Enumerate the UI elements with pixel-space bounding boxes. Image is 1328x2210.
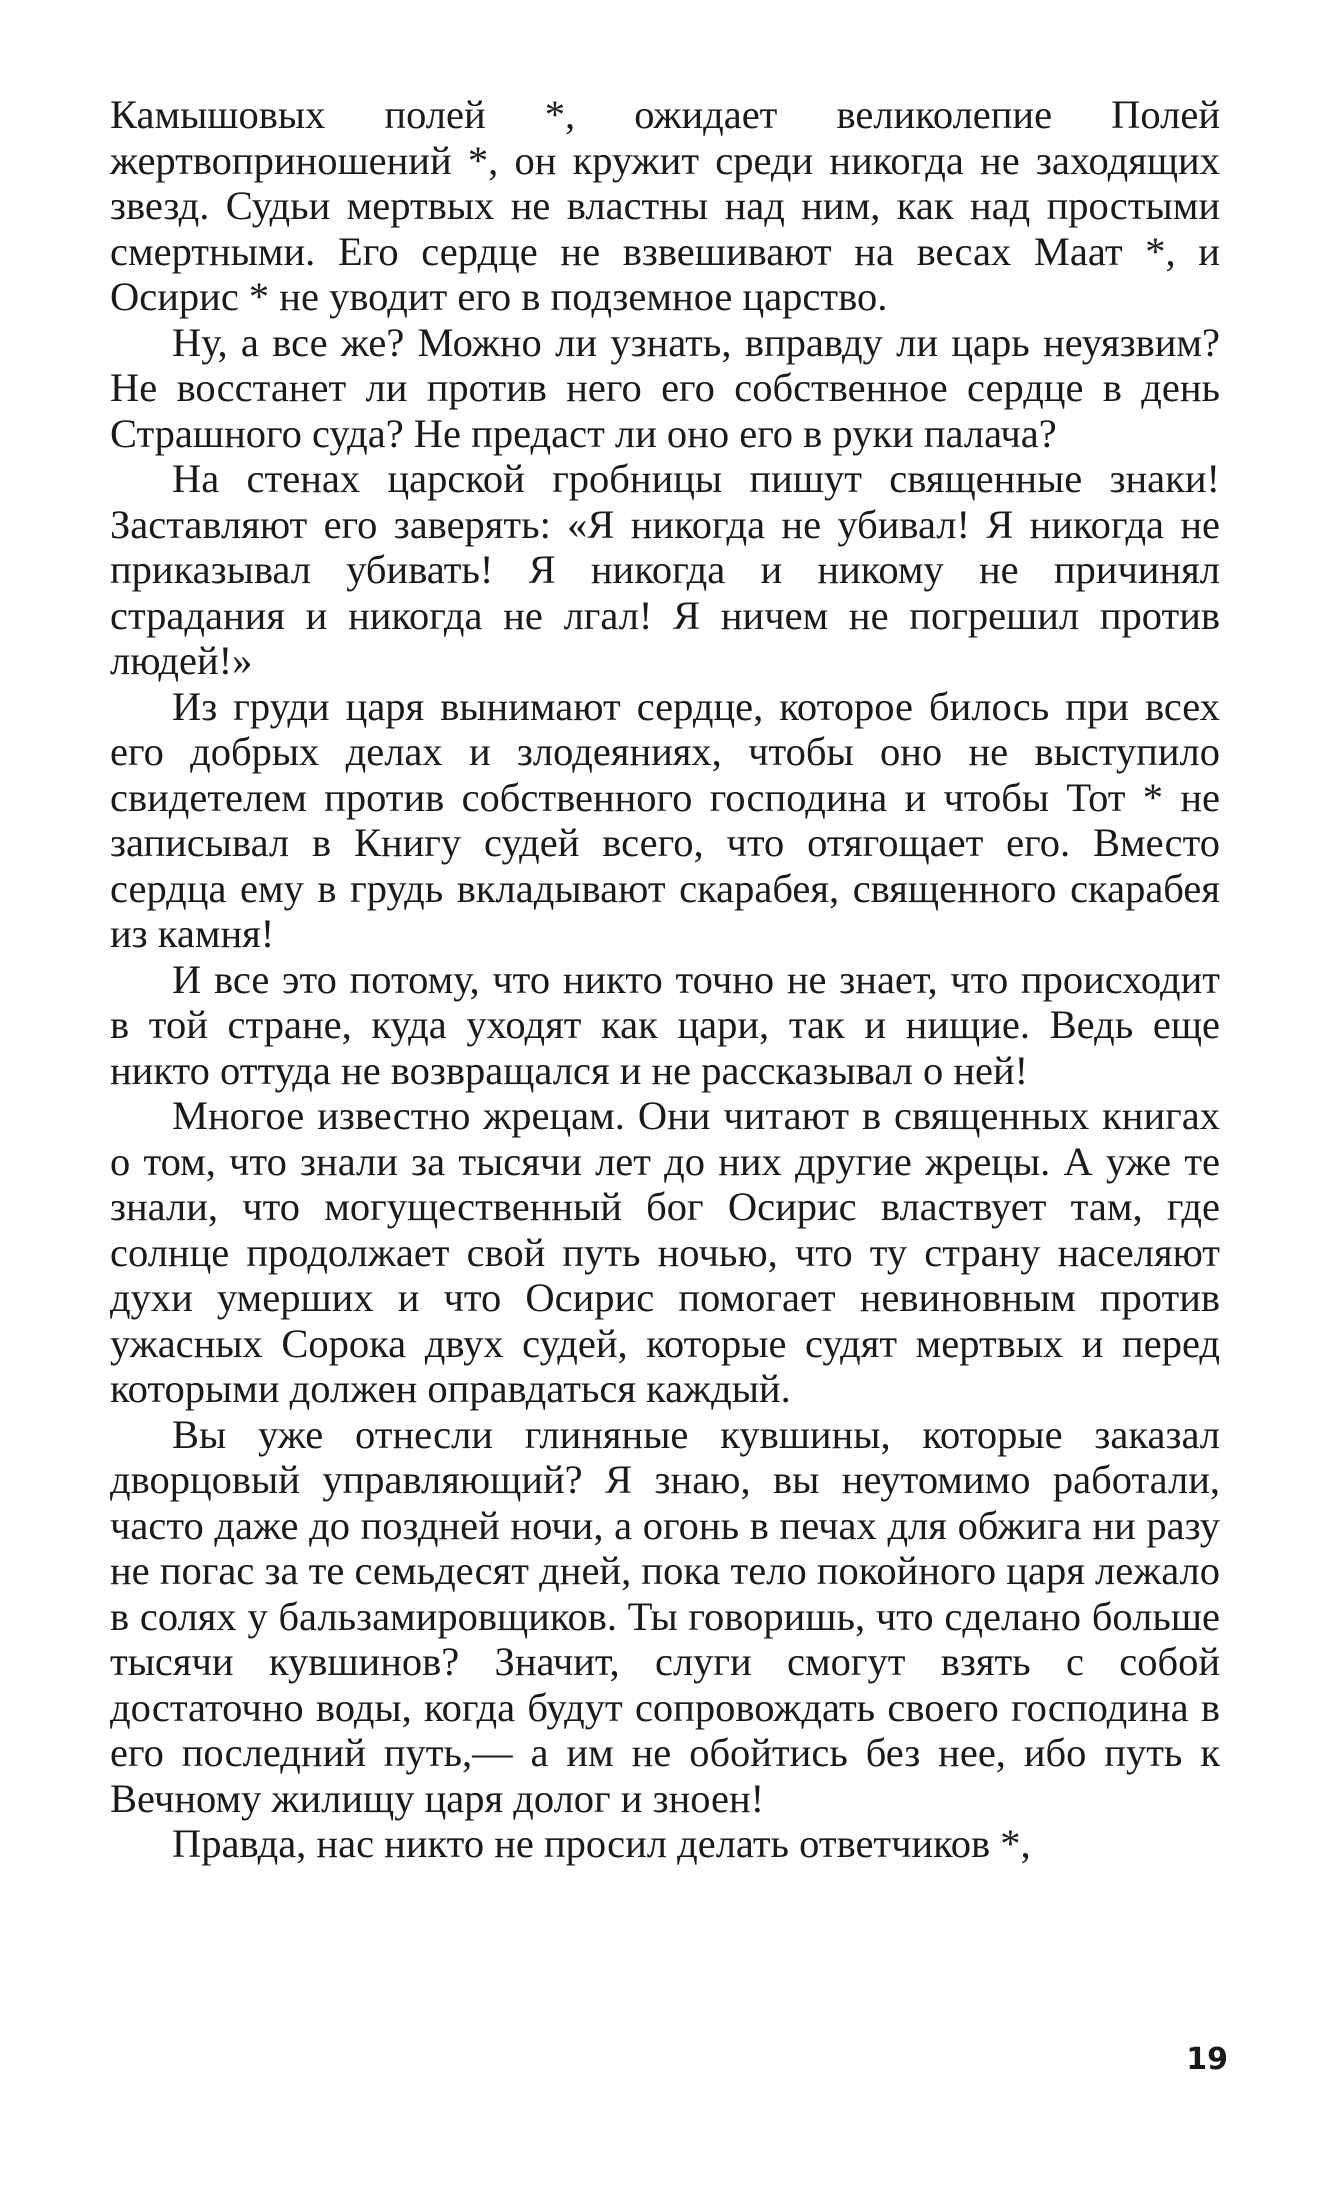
paragraph-2: Ну, а все же? Можно ли узнать, вправду ли царь неуязвим? Не восстанет ли против него его собственное сердце в день Страшного суда? Не предаст ли оно его в руки палача?	[110, 319, 1220, 456]
page-number: 19	[1186, 2042, 1228, 2077]
paragraph-1: Камышовых полей *, ожидает великолепие Полей жертвоприношений *, он кружит среди никогда не заходящих звезд. Судьи мертвых не властны над ним, как над простыми смертными. Его сердце не взвешивают на весах Маат *, и Осирис * не уводит его в подземное царство.	[110, 92, 1220, 319]
paragraph-6: Многое известно жрецам. Они читают в священных книгах о том, что знали за тысячи лет до них другие жрецы. А уже те знали, что могущественный бог Осирис властвует там, где солнце продолжает свой путь ночью, что ту страну населяют духи умерших и что Осирис помогает невиновным против ужасных Сорока двух судей, которые судят мертвых и перед которыми должен оправдаться каждый.	[110, 1093, 1220, 1411]
paragraph-5: И все это потому, что никто точно не знает, что происходит в той стране, куда уходят как цари, так и нищие. Ведь еще никто оттуда не возвращался и не рассказывал о ней!	[110, 956, 1220, 1093]
paragraph-3: На стенах царской гробницы пишут священные знаки! Заставляют его заверять: «Я никогда не убивал! Я никогда не приказывал убивать! Я никогда и никому не причинял страдания и никогда не лгал! Я ничем не погрешил против людей!»	[110, 456, 1220, 683]
page-body	[110, 92, 1220, 1867]
paragraph-8: Правда, нас никто не просил делать ответчиков *,	[172, 1821, 1031, 1866]
paragraph-4: Из груди царя вынимают сердце, которое билось при всех его добрых делах и злодеяниях, чтобы оно не выступило свидетелем против собственного господина и чтобы Тот * не записывал в Книгу судей всего, что отягощает его. Вместо сердца ему в грудь вкладывают скарабея, священного скарабея из камня!	[110, 683, 1220, 956]
paragraph-7: Вы уже отнесли глиняные кувшины, которые заказал дворцовый управляющий? Я знаю, вы неутомимо работали, часто даже до поздней ночи, а огонь в печах для обжига ни разу не погас за те семьдесят дней, пока тело покойного царя лежало в солях у бальзамировщиков. Ты говоришь, что сделано больше тысячи кувшинов? Значит, слуги смогут взять с собой достаточно воды, когда будут сопровождать своего господина в его последний путь,— а им не обойтись без нее, ибо путь к Вечному жилищу царя долог и зноен!	[110, 1411, 1220, 1821]
